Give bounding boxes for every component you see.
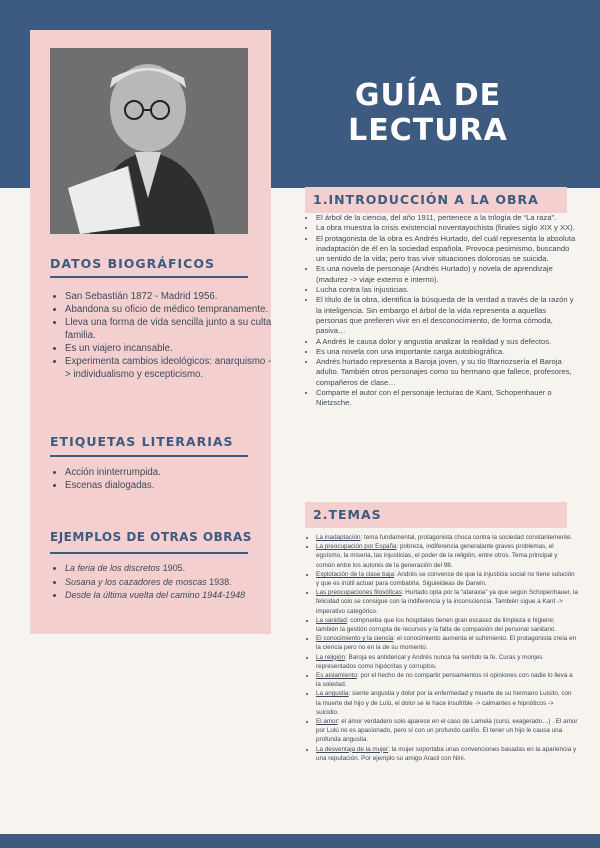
list-item [316, 588, 578, 616]
tema-text: : el conocimiento aumenta el sufrimiento. El protagonista creía en la ciencia pero no en la de su momento. [316, 635, 577, 652]
list-item: • Escenas dialogadas. [65, 479, 275, 492]
page-title: GUÍA DE LECTURA [348, 78, 508, 148]
tema-text: : pobreza, indiferencia generalante graves problemas, el egoísmo, la miseria, las injusticias, el poder de la religión, entre otros. Tema principal y común entre los autores de la generación del 98. [316, 543, 558, 569]
list-item: • Es una novela de personaje (Andrés Hurtado) y novela de aprendizaje (madurez -> viaje externo e interno). [316, 264, 578, 285]
list-item: • Lleva una forma de vida sencilla junto a su culta familia. [65, 316, 275, 342]
intro-list [305, 213, 578, 409]
tema-text: : Hurtado opta por la “ataraxia” ya que según Schopenhauer, la felicidad solo se consigue con la indiferencia y la inconsciencia. También sigue a Kant -> imperativo categórico. [316, 589, 578, 615]
footer-band [0, 834, 600, 848]
tema-text: : siente angustia y dolor por la enfermedad y muerte de su hermano Luisito, con la muerte del hijo y de Lulú, el dolor se le hace insufrible -> calmantes e hipnóticos -> suicidio. [316, 690, 572, 716]
author-portrait-icon [50, 48, 248, 234]
list-item: • Es un viajero incansable. [65, 342, 275, 355]
list-item [65, 589, 275, 603]
tema-term: El amor [316, 718, 338, 726]
obra-year: 1944-1948 [202, 590, 246, 600]
list-item: • San Sebastián 1872 - Madrid 1956. [65, 290, 275, 303]
tema-term: La preocupación por España [316, 543, 397, 551]
list-item [316, 634, 578, 652]
list-item: • Lucha contra las injusticias. [316, 285, 578, 295]
etiquetas-heading: ETIQUETAS LITERARIAS [50, 434, 234, 449]
list-item [316, 745, 578, 763]
list-item [316, 616, 578, 634]
list-item [316, 653, 578, 671]
list-item: • Acción ininterrumpida. [65, 466, 275, 479]
obra-title: Desde la última vuelta del camino [65, 590, 200, 600]
list-item [65, 562, 275, 576]
list-item [316, 542, 578, 570]
list-item: • Comparte el autor con el personaje lecturas de Kant, Schopenhauer o Nietzsche. [316, 388, 578, 409]
datos-heading: DATOS BIOGRÁFICOS [50, 256, 215, 271]
temas-heading: 2.TEMAS [305, 502, 567, 528]
obras-rule [50, 552, 248, 554]
list-item: • Abandona su oficio de médico tempranamente. [65, 303, 275, 316]
list-item [316, 717, 578, 745]
tema-term: La religión [316, 653, 346, 661]
list-item [316, 533, 578, 542]
tema-term: La inadaptación [316, 534, 361, 541]
obras-heading: EJEMPLOS DE OTRAS OBRAS [50, 530, 252, 544]
list-item: • A Andrés le causa dolor y angustia analizar la realidad y sus defectos. [316, 337, 578, 347]
datos-list [50, 290, 275, 381]
tema-text: : comprueba que los hospitales tienen gran escasez de limpieza e higiene; también la gestión corrupta de recursos y la falta de compasión del personal sanitario. [316, 616, 557, 634]
list-item [316, 570, 578, 588]
tema-term: La desventaja de la mujer [316, 745, 389, 753]
obra-year: 1938. [209, 576, 232, 587]
tema-term: La angustia [316, 690, 349, 698]
list-item [316, 689, 578, 717]
temas-list [305, 533, 578, 763]
obras-list [50, 562, 275, 603]
tema-text: : por el hecho de no compartir pensamientos ni opiniones con nadie lo lleva a la soledad. [316, 672, 573, 689]
tema-text: : el amor verdadero solo aparece en el caso de Lamela (cursi, exagerado…) . El amor por Lulú no es apasionado, pero sí con un profundo cariño. El tener un hijo le causa una profunda angustia. [316, 718, 578, 744]
list-item: • El árbol de la ciencia, del año 1911, pertenece a la trilogía de “La raza”. [316, 213, 578, 223]
etiquetas-list [50, 466, 275, 492]
tema-term: Es aislamiento [316, 672, 357, 680]
list-item: • Es una novela con una importante carga autobiográfica. [316, 347, 578, 357]
obra-title: La feria de los discretos [65, 563, 161, 573]
tema-text: : Andrés se convence de que la injusticia social no tiene solución y que es inútil actuar para combatirla. Siguieideas de Darwin. [316, 570, 575, 588]
tema-term: El conocimiento y la ciencia [316, 635, 394, 643]
tema-text: : Baroja es antiderical y Andrés nunca ha sentido la fe. Curas y monjes representados como hipócritas y corruptos. [316, 653, 543, 670]
datos-rule [50, 276, 248, 278]
tema-term: La sanidad [316, 616, 347, 624]
list-item: • Experimenta cambios ideológicos: anarquismo -> individualismo y escepticismo. [65, 355, 275, 381]
obra-title: Susana y los cazadores de moscas [65, 576, 207, 587]
list-item: • Andrés hurtado representa a Baroja joven, y su tío Iltarriozsería el Baroja adulto. También otros personajes como su hermano que fallece, profesores, compañeros de clase… [316, 357, 578, 388]
tema-term: Las preocupaciones filosóficas [316, 589, 402, 597]
list-item [316, 671, 578, 689]
tema-term: Explotación de la clase baja [316, 570, 395, 578]
obra-year: 1905. [162, 563, 186, 573]
list-item [65, 576, 275, 590]
tema-text: : tema fundamental, protagonista choca contra la sociedad constantemente. [360, 534, 573, 541]
list-item: • La obra muestra la crisis existencial noventayochista (finales siglo XIX y XX). [316, 223, 578, 233]
etiquetas-rule [50, 455, 248, 457]
list-item: • El protagonista de la obra es Andrés Hurtado, del cuál representa la absoluta inadaptación de él en la sociedad española. Provoca pesimismo, buscando un sentido de la vida; pero tras vivir situaciones dolorosas se suicida. [316, 234, 578, 265]
intro-heading: 1.INTRODUCCIÓN A LA OBRA [305, 187, 567, 213]
list-item: • El título de la obra, identifica la búsqueda de la verdad a través de la razón y la inteligencia. Sin embargo el árbol de la vida representa a aquellas personas que prefieren vivir en el desconocimiento, de forma cómoda, pasiva… [316, 295, 578, 336]
tema-text: : la mujer soportaba unas convenciones basadas en la apariencia y una reputación. Por ejemplo su amigo Aracil con Nini. [316, 745, 577, 762]
